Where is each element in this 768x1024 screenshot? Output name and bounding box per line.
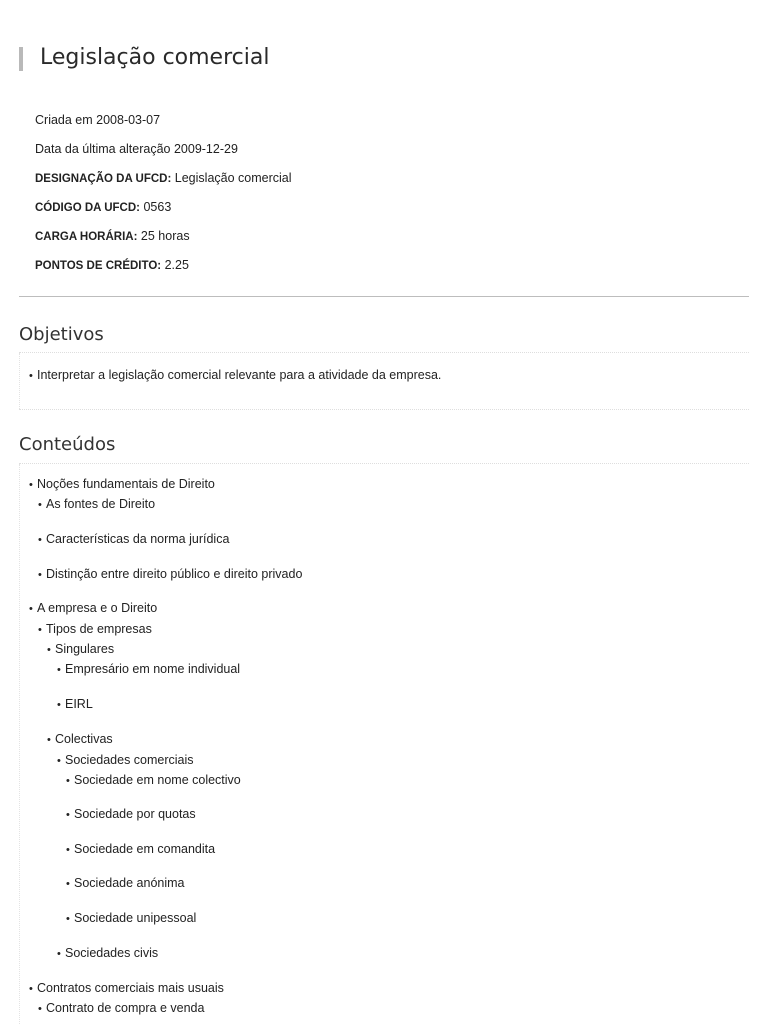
- credits-value: 2.25: [164, 258, 189, 272]
- content-item-level-3: • Singulares: [47, 640, 114, 659]
- code-row: [35, 197, 292, 226]
- content-item-level-1: • Contratos comerciais mais usuais: [29, 979, 224, 998]
- content-item-level-3: • Colectivas: [47, 730, 113, 749]
- objectives-top-rule: [19, 352, 749, 353]
- content-item-level-1: • A empresa e o Direito: [29, 599, 157, 618]
- content-item-level-5: • Sociedade em comandita: [66, 840, 215, 859]
- created-date: Criada em 2008-03-07: [35, 113, 161, 127]
- code-label: CÓDIGO DA UFCD:: [35, 202, 140, 214]
- modified-date: Data da última alteração 2009-12-29: [35, 142, 238, 156]
- content-item-level-2: • As fontes de Direito: [38, 495, 155, 514]
- content-item-level-2: • Contrato de compra e venda: [38, 999, 204, 1018]
- content-item-level-2: • Distinção entre direito público e direito privado: [38, 565, 302, 584]
- designation-value: Legislação comercial: [174, 171, 292, 185]
- title-accent-bar: [19, 47, 23, 71]
- content-item-level-5: • Sociedade unipessoal: [66, 909, 196, 928]
- designation-label: DESIGNAÇÃO DA UFCD:: [35, 173, 172, 185]
- objectives-side-rule: [19, 353, 20, 409]
- content-item-level-1: • Noções fundamentais de Direito: [29, 475, 215, 494]
- page-title: Legislação comercial: [40, 45, 270, 70]
- content-item-level-2: • Características da norma jurídica: [38, 530, 229, 549]
- content-item-level-4: • EIRL: [57, 695, 93, 714]
- contents-heading: Conteúdos: [19, 434, 116, 455]
- objectives-heading: Objetivos: [19, 324, 104, 345]
- content-item-level-4: • Empresário em nome individual: [57, 660, 240, 679]
- designation-row: [35, 168, 292, 197]
- workload-row: [35, 226, 292, 255]
- content-item-level-5: • Sociedade em nome colectivo: [66, 771, 241, 790]
- content-item-level-4: • Sociedades civis: [57, 944, 158, 963]
- section-divider: [19, 296, 749, 297]
- contents-side-rule: [19, 464, 20, 1024]
- objective-item: • Interpretar a legislação comercial relevante para a atividade da empresa.: [29, 366, 441, 385]
- content-item-level-2: • Tipos de empresas: [38, 620, 152, 639]
- contents-top-rule: [19, 463, 749, 464]
- workload-value: 25 horas: [140, 229, 190, 243]
- credits-label: PONTOS DE CRÉDITO:: [35, 260, 162, 272]
- content-item-level-5: • Sociedade por quotas: [66, 805, 196, 824]
- code-value: 0563: [143, 200, 172, 214]
- objectives-bottom-rule: [19, 409, 749, 410]
- content-item-level-4: • Sociedades comerciais: [57, 751, 194, 770]
- credits-row: [35, 255, 292, 284]
- ufcd-metadata: [35, 110, 292, 284]
- workload-label: CARGA HORÁRIA:: [35, 231, 138, 243]
- content-item-level-5: • Sociedade anónima: [66, 874, 185, 893]
